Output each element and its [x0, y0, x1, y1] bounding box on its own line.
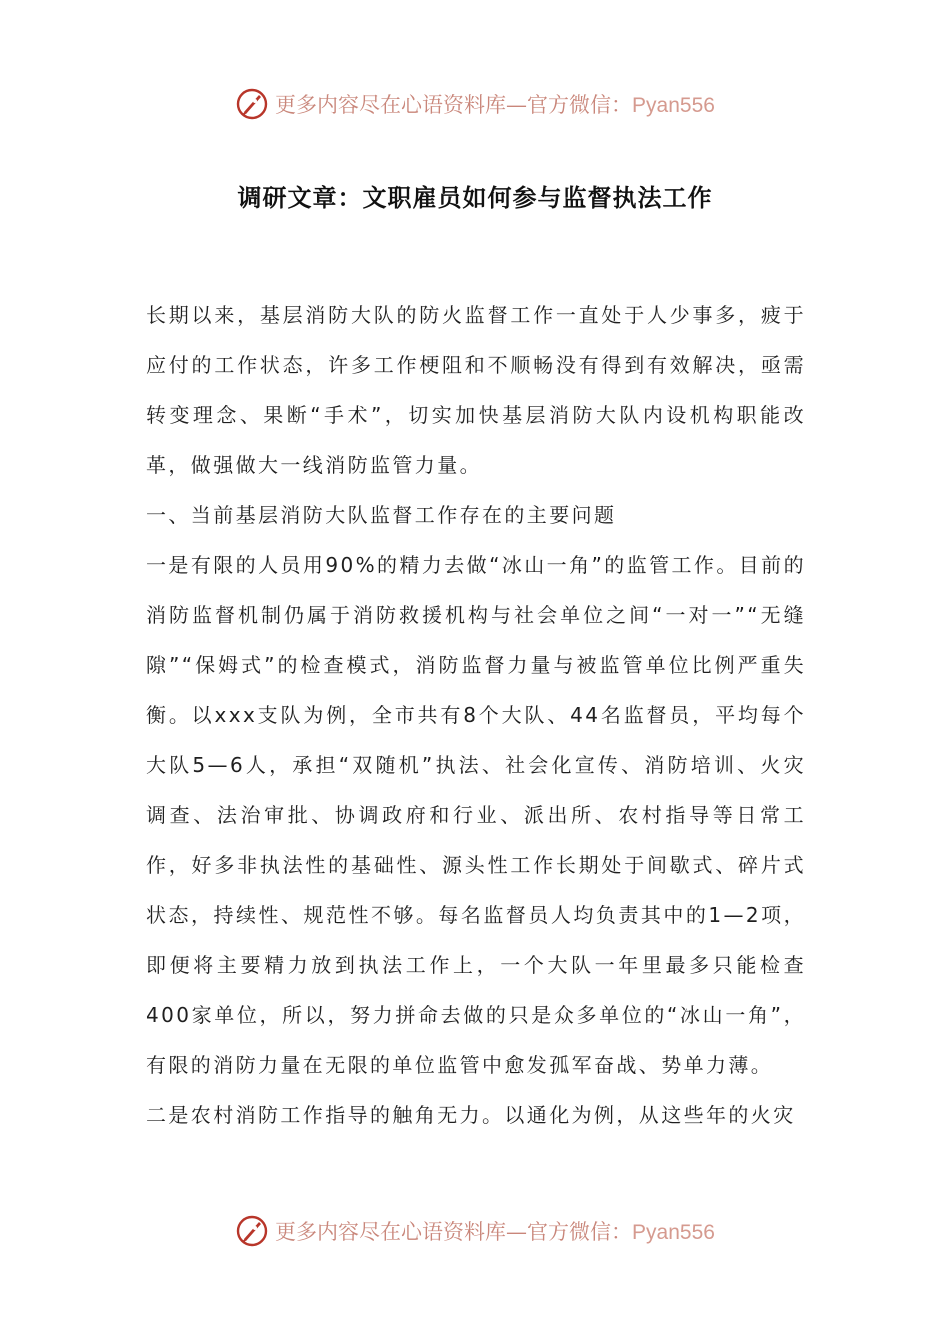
- paragraph-issue-1: 一是有限的人员用90%的精力去做“冰山一角”的监管工作。目前的消防监督机制仍属于消防救援机构与社会单位之间“一对一”“无缝隙”“保姆式”的检查模式，消防监督力量与被监管单位比例严重失衡。以xxx支队为例，全市共有8个大队、44名监督员，平均每个大队5—6人，承担“双随机”执法、社会化宣传、消防培训、火灾调查、法治审批、协调政府和行业、派出所、农村指导等日常工作，好多非执法性的基础性、源头性工作长期处于间歇式、碎片式状态，持续性、规范性不够。每名监督员人均负责其中的1—2项，即便将主要精力放到执法工作上，一个大队一年里最多只能检查400家单位，所以，努力拼命去做的只是众多单位的“冰山一角”，有限的消防力量在无限的单位监管中愈发孤军奋战、势单力薄。: [146, 553, 806, 1077]
- banner-dash: —: [506, 93, 528, 117]
- banner-text: [275, 1216, 715, 1246]
- section-heading-1: 一、当前基层消防大队监督工作存在的主要问题: [146, 503, 617, 527]
- header-banner: [0, 84, 950, 124]
- quill-logo-icon: [235, 1214, 269, 1248]
- page-title: 调研文章：文职雇员如何参与监督执法工作: [237, 184, 713, 212]
- article-body: [146, 290, 806, 1140]
- banner-text: [275, 89, 715, 119]
- paragraph-issue-2: 二是农村消防工作指导的触角无力。以通化为例，从这些年的火灾: [146, 1103, 796, 1127]
- banner-wechat-id: Pyan556: [632, 1221, 715, 1244]
- banner-main: 更多内容尽在心语资料库: [275, 1220, 507, 1244]
- footer-banner: [0, 1211, 950, 1251]
- banner-dash: —: [506, 1220, 528, 1244]
- paragraph-intro: 长期以来，基层消防大队的防火监督工作一直处于人少事多，疲于应付的工作状态，许多工作梗阻和不顺畅没有得到有效解决，亟需转变理念、果断“手术”，切实加快基层消防大队内设机构职能改革，做强做大一线消防监管力量。: [146, 303, 806, 477]
- banner-wechat-id: Pyan556: [632, 94, 715, 117]
- banner-label: 官方微信：: [527, 93, 633, 117]
- banner-label: 官方微信：: [527, 1220, 633, 1244]
- banner-main: 更多内容尽在心语资料库: [275, 93, 507, 117]
- quill-logo-icon: [235, 87, 269, 121]
